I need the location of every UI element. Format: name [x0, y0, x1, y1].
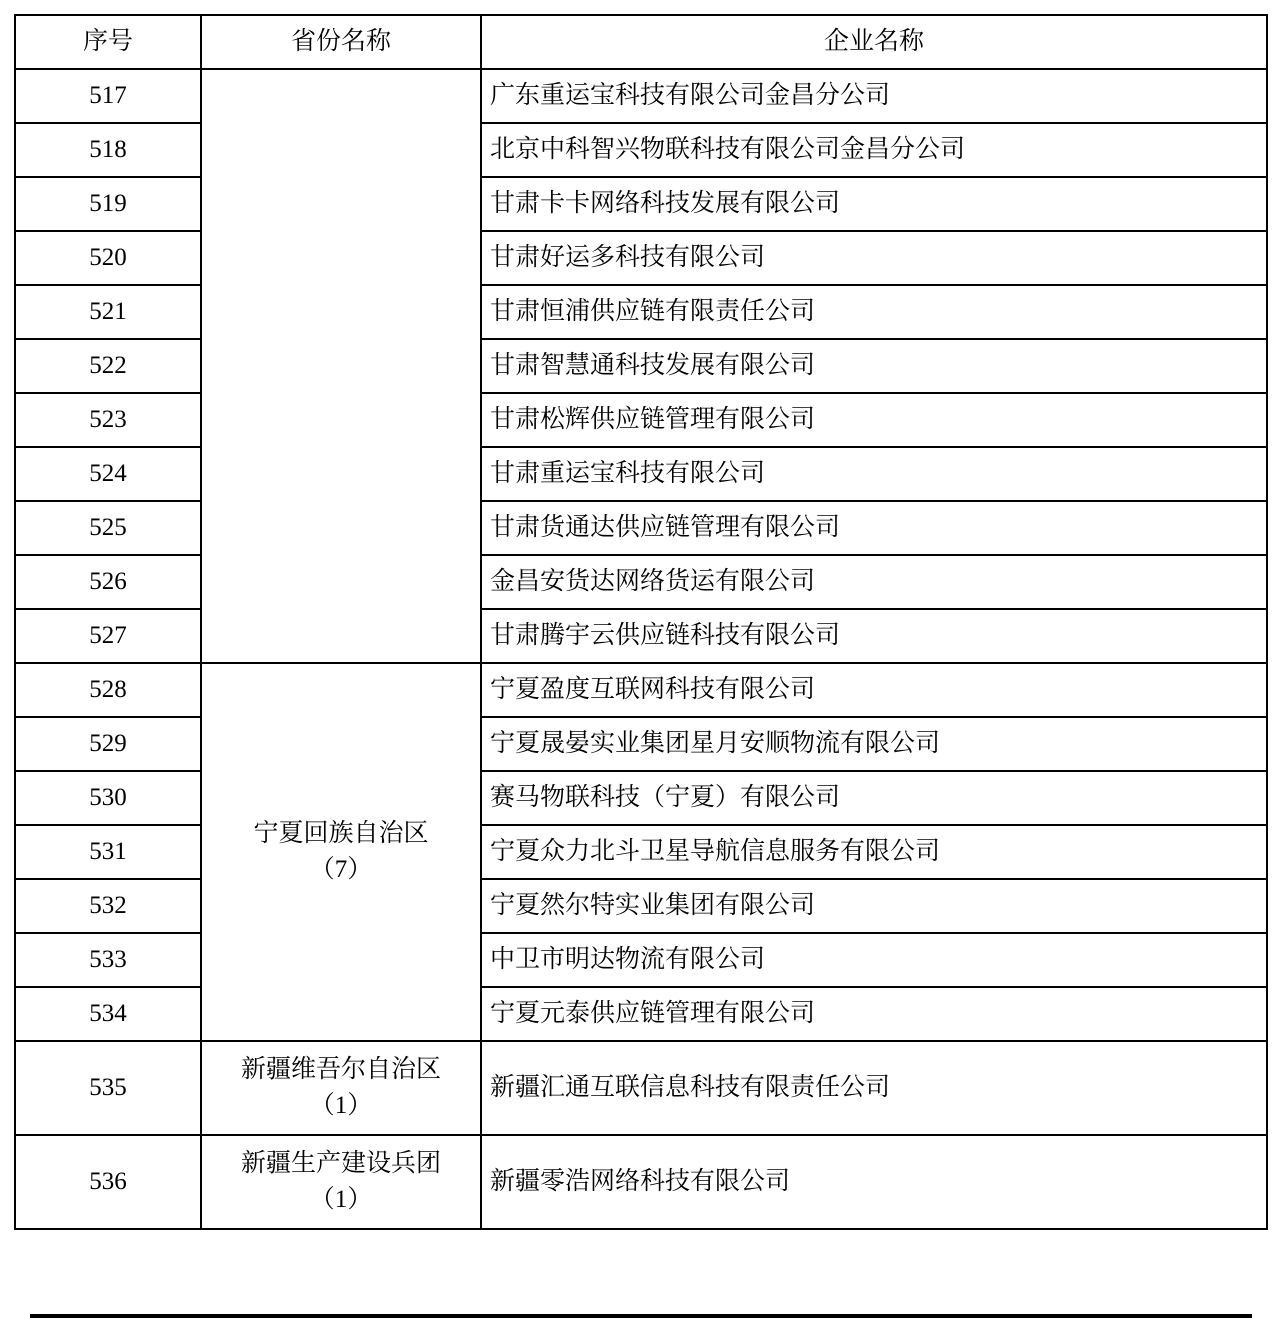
cell-province: [201, 69, 481, 663]
table-row: [15, 663, 1267, 717]
cell-enterprise: 新疆汇通互联信息科技有限责任公司: [481, 1041, 1267, 1135]
cell-enterprise: 宁夏然尔特实业集团有限公司: [481, 879, 1267, 933]
table-row: [15, 1135, 1267, 1229]
province-count: （7）: [309, 856, 373, 883]
cell-index: 529: [15, 717, 201, 771]
cell-index: 536: [15, 1135, 201, 1229]
cell-index: 520: [15, 231, 201, 285]
footer-divider: [30, 1314, 1252, 1318]
cell-index: 534: [15, 987, 201, 1041]
document-page: [0, 14, 1280, 1338]
cell-enterprise: 宁夏元泰供应链管理有限公司: [481, 987, 1267, 1041]
cell-index: 533: [15, 933, 201, 987]
cell-index: 517: [15, 69, 201, 123]
cell-index: 525: [15, 501, 201, 555]
cell-index: 530: [15, 771, 201, 825]
enterprise-list-table: [14, 14, 1268, 1230]
cell-index: 526: [15, 555, 201, 609]
cell-province: [201, 1041, 481, 1135]
province-label: 宁夏回族自治区: [253, 819, 429, 847]
cell-enterprise: 甘肃好运多科技有限公司: [481, 231, 1267, 285]
cell-enterprise: 新疆零浩网络科技有限公司: [481, 1135, 1267, 1229]
cell-enterprise: 甘肃货通达供应链管理有限公司: [481, 501, 1267, 555]
province-label: 新疆维吾尔自治区: [240, 1055, 441, 1083]
cell-index: 521: [15, 285, 201, 339]
column-header-index: 序号: [15, 15, 201, 69]
column-header-province: 省份名称: [201, 15, 481, 69]
province-count: （1）: [309, 1092, 373, 1119]
cell-province: [201, 663, 481, 1041]
cell-index: 532: [15, 879, 201, 933]
column-header-enterprise: 企业名称: [481, 15, 1267, 69]
cell-enterprise: 甘肃重运宝科技有限公司: [481, 447, 1267, 501]
cell-enterprise: 甘肃腾宇云供应链科技有限公司: [481, 609, 1267, 663]
cell-index: 528: [15, 663, 201, 717]
cell-enterprise: 甘肃卡卡网络科技发展有限公司: [481, 177, 1267, 231]
cell-enterprise: 甘肃智慧通科技发展有限公司: [481, 339, 1267, 393]
cell-index: 531: [15, 825, 201, 879]
table-header-row: [15, 15, 1267, 69]
cell-enterprise: 中卫市明达物流有限公司: [481, 933, 1267, 987]
cell-enterprise: 赛马物联科技（宁夏）有限公司: [481, 771, 1267, 825]
cell-enterprise: 宁夏晟晏实业集团星月安顺物流有限公司: [481, 717, 1267, 771]
province-count: （1）: [309, 1186, 373, 1213]
cell-enterprise: 广东重运宝科技有限公司金昌分公司: [481, 69, 1267, 123]
table-header: [15, 15, 1267, 69]
cell-enterprise: 宁夏众力北斗卫星导航信息服务有限公司: [481, 825, 1267, 879]
table-row: [15, 69, 1267, 123]
table-body: [15, 69, 1267, 1229]
cell-index: 518: [15, 123, 201, 177]
cell-enterprise: 宁夏盈度互联网科技有限公司: [481, 663, 1267, 717]
province-label: 新疆生产建设兵团: [240, 1149, 441, 1177]
cell-enterprise: 北京中科智兴物联科技有限公司金昌分公司: [481, 123, 1267, 177]
cell-index: 519: [15, 177, 201, 231]
cell-index: 535: [15, 1041, 201, 1135]
cell-index: 527: [15, 609, 201, 663]
cell-province: [201, 1135, 481, 1229]
cell-index: 524: [15, 447, 201, 501]
cell-index: 522: [15, 339, 201, 393]
cell-enterprise: 甘肃恒浦供应链有限责任公司: [481, 285, 1267, 339]
cell-enterprise: 金昌安货达网络货运有限公司: [481, 555, 1267, 609]
table-row: [15, 1041, 1267, 1135]
cell-enterprise: 甘肃松辉供应链管理有限公司: [481, 393, 1267, 447]
cell-index: 523: [15, 393, 201, 447]
